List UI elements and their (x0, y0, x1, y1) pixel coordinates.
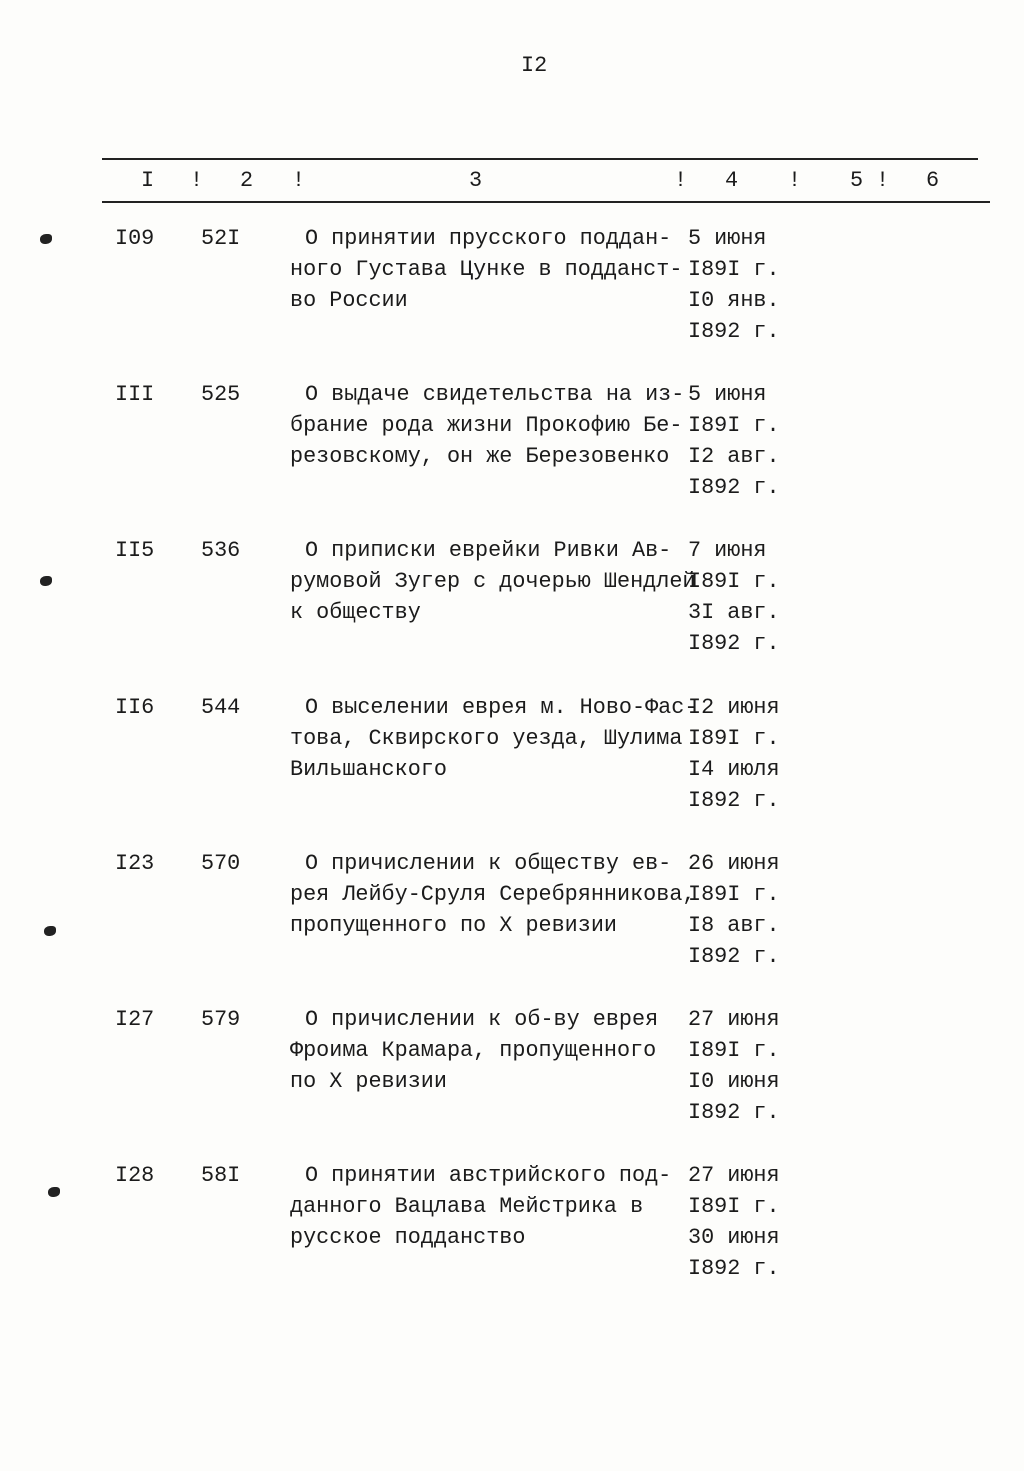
date-line: 5 июня (688, 226, 767, 251)
date-line: I89I г. (688, 725, 780, 751)
date-line: I0 июня (688, 1069, 780, 1094)
header-col-2: 2 (240, 168, 254, 193)
entry-dates (688, 1160, 780, 1284)
entry-description (290, 848, 696, 941)
punch-hole-mark (40, 234, 52, 244)
list-item (0, 692, 1024, 822)
date-line: I892 г. (688, 943, 780, 969)
date-line: 30 июня (688, 1225, 780, 1251)
date-line: 5 июня (688, 382, 767, 408)
date-line: I892 г. (688, 1100, 780, 1125)
list-item (0, 223, 1024, 353)
punch-hole-mark (40, 576, 52, 586)
date-line: I892 г. (688, 319, 780, 344)
date-line: I2 авг. (688, 444, 780, 470)
description-line: русское подданство (290, 1225, 526, 1251)
header-col-3: 3 (469, 168, 483, 193)
file-number: 544 (201, 694, 241, 720)
description-line: данного Вацлава Мейстрика в (290, 1194, 644, 1220)
description-line: ного Густава Цунке в подданст- (290, 257, 683, 282)
description-line: к обществу (290, 600, 421, 626)
description-line: во России (290, 288, 408, 313)
entry-number: I23 (115, 850, 155, 876)
page-number: I2 (521, 53, 548, 78)
header-top-rule (102, 158, 978, 160)
description-line: О причислении к обществу ев- (305, 850, 672, 876)
description-line: Фроима Крамара, пропущенного (290, 1038, 657, 1063)
description-line: О принятии прусского поддан- (305, 226, 672, 251)
date-line: I2 июня (688, 694, 780, 720)
date-line: I89I г. (688, 1194, 780, 1220)
entry-description (290, 379, 684, 472)
date-line: 7 июня (688, 538, 767, 564)
entry-dates (688, 1004, 780, 1128)
date-line: I892 г. (688, 1256, 780, 1282)
header-separator: ! (190, 168, 204, 193)
header-bottom-rule (102, 201, 990, 203)
description-line: рея Лейбу-Сруля Серебрянникова, (290, 881, 696, 907)
entry-dates (688, 223, 780, 347)
date-line: I89I г. (688, 413, 780, 439)
file-number: 52I (201, 226, 241, 251)
date-line: I89I г. (688, 881, 780, 907)
description-line: О выселении еврея м. Ново-Фас- (305, 694, 698, 720)
entry-dates (688, 379, 780, 503)
date-line: I89I г. (688, 569, 780, 595)
entry-dates (688, 848, 780, 972)
entry-number: II6 (115, 694, 155, 720)
header-col-5: 5 (850, 168, 864, 193)
file-number: 58I (201, 1163, 241, 1189)
description-line: пропущенного по X ревизии (290, 912, 618, 938)
date-line: 3I авг. (688, 600, 780, 626)
description-line: румовой Зугер с дочерью Шендлей (290, 569, 696, 595)
description-line: О приписки еврейки Ривки Ав- (305, 538, 672, 564)
entry-dates (688, 692, 780, 816)
file-number: 579 (201, 1007, 241, 1032)
file-number: 525 (201, 382, 241, 408)
punch-hole-mark (44, 926, 56, 936)
header-col-4: 4 (725, 168, 739, 193)
date-line: 27 июня (688, 1007, 780, 1032)
description-line: по X ревизии (290, 1069, 447, 1094)
date-line: I892 г. (688, 787, 780, 813)
entry-number: I09 (115, 226, 155, 251)
entry-description (290, 535, 696, 628)
date-line: 27 июня (688, 1163, 780, 1189)
list-item (0, 848, 1024, 978)
header-col-6: 6 (926, 168, 940, 193)
list-item (0, 379, 1024, 509)
date-line: I892 г. (688, 631, 780, 657)
description-line: О выдаче свидетельства на из- (305, 382, 685, 408)
entry-description (290, 1004, 658, 1097)
description-line: брание рода жизни Прокофию Бе- (290, 413, 683, 439)
punch-hole-mark (48, 1187, 60, 1197)
entry-description (290, 223, 682, 316)
entry-dates (688, 535, 780, 659)
file-number: 570 (201, 850, 241, 876)
entry-description (290, 1160, 671, 1253)
description-line: О причислении к об-ву еврея (305, 1007, 659, 1032)
header-separator: ! (876, 168, 890, 193)
description-line: резовскому, он же Березовенко (290, 444, 670, 470)
description-line: това, Сквирского уезда, Шулима (290, 725, 683, 751)
header-separator: ! (788, 168, 802, 193)
date-line: I892 г. (688, 475, 780, 501)
date-line: I8 авг. (688, 912, 780, 938)
list-item (0, 535, 1024, 665)
entry-number: I28 (115, 1163, 155, 1189)
file-number: 536 (201, 538, 241, 564)
date-line: I0 янв. (688, 288, 780, 313)
entry-description (290, 692, 697, 785)
description-line: Вильшанского (290, 756, 447, 782)
header-separator: ! (674, 168, 688, 193)
header-separator: ! (292, 168, 306, 193)
list-item (0, 1004, 1024, 1134)
date-line: I4 июля (688, 756, 780, 782)
date-line: I89I г. (688, 257, 780, 282)
header-col-1: I (141, 168, 155, 193)
entry-number: II5 (115, 538, 155, 564)
description-line: О принятии австрийского под- (305, 1163, 672, 1189)
list-item (0, 1160, 1024, 1290)
date-line: 26 июня (688, 850, 780, 876)
entry-number: I27 (115, 1007, 155, 1032)
date-line: I89I г. (688, 1038, 780, 1063)
entry-number: III (115, 382, 155, 408)
